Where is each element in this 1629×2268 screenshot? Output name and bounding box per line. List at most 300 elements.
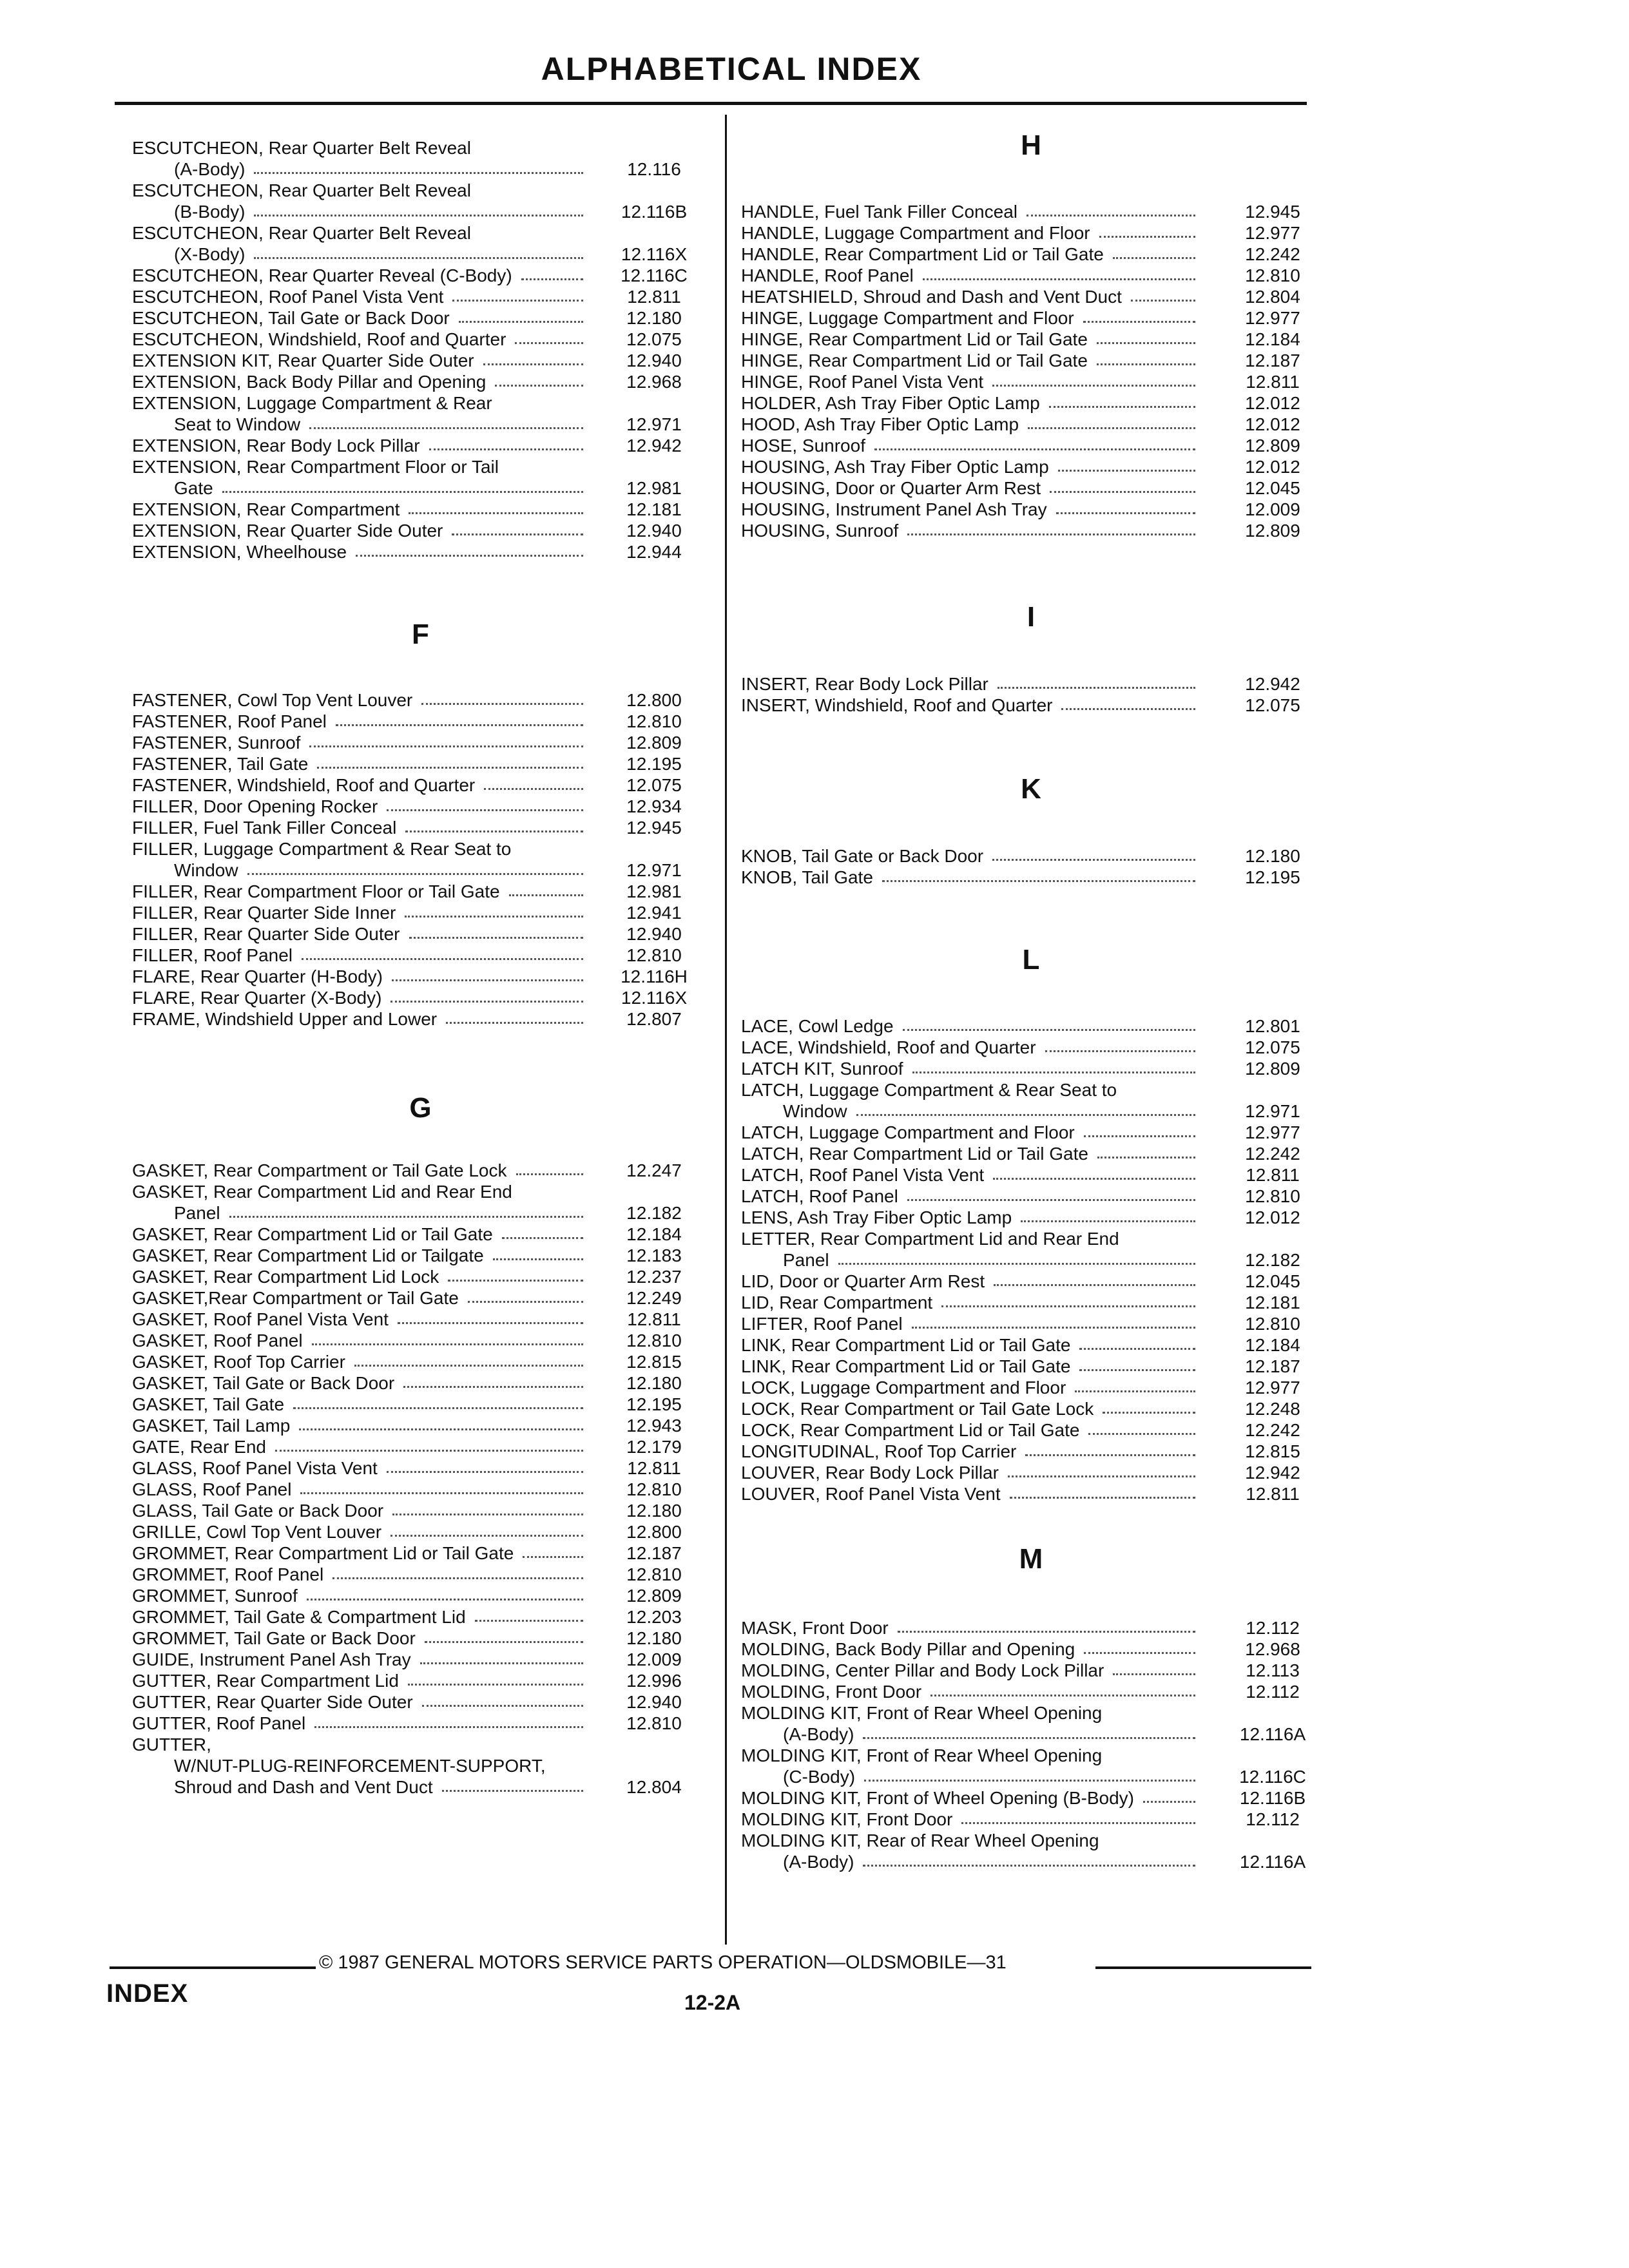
entry-label: HOLDER, Ash Tray Fiber Optic Lamp	[741, 393, 1040, 413]
entry-label: GASKET,Rear Compartment or Tail Gate	[132, 1288, 459, 1308]
entry-label: GASKET, Tail Gate	[132, 1394, 285, 1414]
index-entry-line	[741, 1787, 1321, 1809]
entry-label: INSERT, Rear Body Lock Pillar	[741, 674, 988, 694]
entry-label: HOOD, Ash Tray Fiber Optic Lamp	[741, 414, 1019, 434]
page-number: 12-2A	[684, 1991, 741, 2014]
index-entry-line	[741, 392, 1321, 414]
dot-leader	[429, 448, 583, 450]
dot-leader	[961, 1822, 1195, 1824]
entry-label: LOCK, Luggage Compartment and Floor	[741, 1378, 1066, 1398]
dot-leader	[356, 555, 583, 557]
dot-leader	[398, 1322, 583, 1324]
dot-leader	[1088, 1433, 1195, 1435]
page-reference: 12.944	[626, 542, 682, 562]
dot-leader	[1097, 1157, 1195, 1158]
dot-leader	[1045, 1050, 1195, 1052]
page-reference: 12.181	[626, 499, 682, 519]
dot-leader	[1131, 300, 1195, 302]
dot-leader	[452, 300, 583, 302]
page-reference: 12.184	[626, 1224, 682, 1244]
dot-leader	[874, 448, 1195, 450]
dot-leader	[387, 809, 583, 811]
page-reference: 12.934	[626, 796, 682, 816]
dot-leader	[229, 1216, 583, 1218]
index-entry-line	[132, 1542, 709, 1564]
entry-label: GUTTER, Roof Panel	[132, 1713, 306, 1733]
page-reference: 12.184	[1245, 329, 1300, 349]
index-entry-line	[741, 1660, 1321, 1681]
index-entry-line	[132, 329, 709, 350]
index-entry-line	[132, 860, 709, 881]
dot-leader	[390, 1535, 583, 1537]
index-entry-line	[741, 435, 1321, 456]
dot-leader	[475, 1620, 583, 1622]
entry-label: HOUSING, Instrument Panel Ash Tray	[741, 499, 1047, 519]
dot-leader	[1079, 1348, 1195, 1350]
entry-label-continued: Window	[174, 860, 238, 880]
index-entry-line	[132, 1628, 709, 1649]
index-entry-line	[132, 307, 709, 329]
entry-label: HOUSING, Sunroof	[741, 521, 899, 541]
page-reference: 12.182	[1245, 1250, 1300, 1270]
page-reference: 12.113	[1246, 1660, 1300, 1680]
dot-leader	[907, 1199, 1195, 1201]
index-entry-line	[741, 499, 1321, 520]
title-rule	[115, 102, 1307, 105]
index-entry-line	[741, 673, 1321, 695]
index-entry-line	[132, 1266, 709, 1287]
dot-leader	[1097, 363, 1195, 365]
page-reference: 12.116C	[1239, 1767, 1306, 1787]
entry-label: GROMMET, Sunroof	[132, 1586, 298, 1606]
entry-label: LETTER, Rear Compartment Lid and Rear End	[741, 1229, 1119, 1249]
index-entry-line	[132, 222, 709, 244]
entry-label: HOUSING, Door or Quarter Arm Rest	[741, 478, 1041, 498]
page-reference: 12.116B	[621, 202, 688, 222]
entry-label: MOLDING KIT, Front Door	[741, 1809, 953, 1829]
page-reference: 12.009	[626, 1649, 682, 1669]
entry-label: GASKET, Rear Compartment or Tail Gate Lock	[132, 1160, 507, 1180]
entry-label: GASKET, Rear Compartment Lid or Tail Gate	[132, 1224, 493, 1244]
page-reference: 12.112	[1246, 1682, 1300, 1702]
dot-leader	[1027, 215, 1195, 216]
entry-label: MOLDING KIT, Front of Rear Wheel Opening	[741, 1703, 1103, 1723]
page-reference: 12.811	[627, 287, 681, 307]
index-entry-line	[741, 867, 1321, 888]
page-reference: 12.187	[1245, 351, 1300, 370]
page-reference: 12.116	[627, 159, 681, 179]
index-entry-line	[741, 1851, 1321, 1872]
index-entry-line	[741, 1164, 1321, 1186]
index-entry-line	[741, 1334, 1321, 1356]
dot-leader	[222, 491, 583, 493]
index-entry-line	[132, 881, 709, 902]
entry-label: LONGITUDINAL, Roof Top Carrier	[741, 1441, 1017, 1461]
entry-label: EXTENSION, Rear Body Lock Pillar	[132, 436, 420, 456]
index-entry-line	[132, 1670, 709, 1691]
dot-leader	[523, 1556, 583, 1558]
index-entry-line	[741, 1356, 1321, 1377]
entry-label: FILLER, Rear Quarter Side Outer	[132, 924, 400, 944]
dot-leader	[468, 1301, 583, 1303]
entry-label: ESCUTCHEON, Rear Quarter Reveal (C-Body)	[132, 265, 512, 285]
entry-label-continued: Shroud and Dash and Vent Duct	[174, 1777, 433, 1797]
page-reference: 12.810	[626, 1479, 682, 1499]
index-entry-line	[132, 945, 709, 966]
dot-leader	[941, 1305, 1195, 1307]
index-entry-line	[132, 414, 709, 435]
page-reference: 12.809	[1245, 436, 1300, 456]
index-entry-line	[741, 1483, 1321, 1504]
dot-leader	[420, 1662, 583, 1664]
entry-label: MASK, Front Door	[741, 1618, 889, 1638]
entry-label: GASKET, Roof Top Carrier	[132, 1352, 345, 1372]
page-reference: 12.977	[1245, 223, 1300, 243]
entry-label: LIFTER, Roof Panel	[741, 1314, 903, 1334]
entry-label: FASTENER, Windshield, Roof and Quarter	[132, 775, 476, 795]
dot-leader	[409, 512, 583, 514]
entry-label: MOLDING KIT, Front of Rear Wheel Opening	[741, 1745, 1103, 1765]
index-entry-line	[741, 1186, 1321, 1207]
index-entry-line	[741, 1313, 1321, 1334]
dot-leader	[864, 1780, 1195, 1782]
index-entry-line	[741, 371, 1321, 392]
index-entry-line	[132, 1224, 709, 1245]
index-entry-line	[741, 201, 1321, 222]
page-reference: 12.811	[627, 1458, 681, 1478]
entry-label-continued: (X-Body)	[174, 244, 246, 264]
page-reference: 12.811	[1246, 372, 1300, 392]
page-reference: 12.977	[1245, 308, 1300, 328]
page-reference: 12.940	[626, 521, 682, 541]
dot-leader	[314, 1726, 583, 1728]
index-entry-line	[132, 1330, 709, 1351]
index-entry-line	[741, 456, 1321, 477]
index-entry-line	[132, 180, 709, 201]
page-reference: 12.045	[1245, 478, 1300, 498]
index-entry-line	[132, 1500, 709, 1521]
index-entry-line	[132, 1436, 709, 1457]
page-reference: 12.012	[1245, 1207, 1300, 1227]
index-entry-line	[132, 541, 709, 562]
index-entry-line	[741, 1462, 1321, 1483]
page-reference: 12.810	[626, 1564, 682, 1584]
dot-leader	[863, 1737, 1195, 1739]
entry-label: GROMMET, Rear Compartment Lid or Tail Gate	[132, 1543, 514, 1563]
section-m	[741, 1617, 1321, 1872]
page-reference: 12.811	[627, 1309, 681, 1329]
page-reference: 12.187	[626, 1543, 682, 1563]
entry-label: ESCUTCHEON, Roof Panel Vista Vent	[132, 287, 444, 307]
page-reference: 12.809	[626, 733, 682, 753]
dot-leader	[459, 321, 583, 323]
index-entry-line	[132, 1649, 709, 1670]
entry-label: FASTENER, Sunroof	[132, 733, 301, 753]
index-entry-line	[132, 1309, 709, 1330]
index-entry-line	[132, 838, 709, 860]
dot-leader	[254, 172, 583, 174]
entry-label: GLASS, Roof Panel	[132, 1479, 292, 1499]
entry-label: HANDLE, Fuel Tank Filler Conceal	[741, 202, 1017, 222]
index-entry-line	[132, 774, 709, 796]
page-reference: 12.996	[626, 1671, 682, 1691]
entry-label: LACE, Windshield, Roof and Quarter	[741, 1037, 1036, 1057]
entry-label: HINGE, Roof Panel Vista Vent	[741, 372, 984, 392]
entry-label: INSERT, Windshield, Roof and Quarter	[741, 695, 1053, 715]
dot-leader	[998, 687, 1195, 689]
dot-leader	[1113, 1673, 1195, 1675]
entry-label: HANDLE, Rear Compartment Lid or Tail Gate	[741, 244, 1104, 264]
index-entry-line	[132, 244, 709, 265]
page-reference: 12.045	[1245, 1271, 1300, 1291]
entry-label: FASTENER, Roof Panel	[132, 711, 327, 731]
index-entry-line	[741, 1617, 1321, 1639]
dot-leader	[1049, 406, 1195, 408]
dot-leader	[863, 1865, 1195, 1867]
page-reference: 12.247	[626, 1160, 682, 1180]
dot-leader	[1008, 1475, 1195, 1477]
page-reference: 12.248	[1245, 1399, 1300, 1419]
dot-leader	[254, 257, 583, 259]
dot-leader	[299, 1428, 583, 1430]
page-reference: 12.815	[1245, 1441, 1300, 1461]
index-entry-line	[741, 1681, 1321, 1702]
entry-label: ESCUTCHEON, Rear Quarter Belt Reveal	[132, 223, 471, 243]
entry-label-continued: Panel	[174, 1203, 220, 1223]
dot-leader	[403, 1386, 583, 1388]
entry-label: MOLDING, Back Body Pillar and Opening	[741, 1639, 1075, 1659]
dot-leader	[1061, 708, 1195, 710]
dot-leader	[1075, 1390, 1195, 1392]
index-entry-line	[132, 1564, 709, 1585]
page-reference: 12.180	[1245, 846, 1300, 866]
page-reference: 12.811	[1246, 1165, 1300, 1185]
dot-leader	[1083, 321, 1195, 323]
section-i	[741, 673, 1321, 716]
dot-leader	[495, 385, 583, 387]
dot-leader	[1056, 512, 1195, 514]
index-entry-line	[741, 1058, 1321, 1079]
dot-leader	[516, 1173, 583, 1175]
dot-leader	[1103, 1412, 1195, 1414]
page-reference: 12.249	[626, 1288, 682, 1308]
entry-label: LATCH, Luggage Compartment & Rear Seat to	[741, 1080, 1117, 1100]
entry-label: LINK, Rear Compartment Lid or Tail Gate	[741, 1335, 1071, 1355]
dot-leader	[1099, 236, 1195, 238]
page-reference: 12.968	[626, 372, 682, 392]
index-entry-line	[741, 1228, 1321, 1249]
dot-leader	[509, 894, 583, 896]
entry-label-continued: (A-Body)	[783, 1724, 854, 1744]
dot-leader	[309, 427, 583, 429]
index-entry-line	[132, 520, 709, 541]
dot-leader	[302, 958, 583, 960]
index-entry-line	[741, 350, 1321, 371]
page-reference: 12.942	[626, 436, 682, 456]
entry-label: HOSE, Sunroof	[741, 436, 865, 456]
index-entry-line	[741, 477, 1321, 499]
page-reference: 12.242	[1245, 244, 1300, 264]
section-g	[132, 1160, 709, 1798]
index-entry-line	[741, 307, 1321, 329]
index-entry-line	[741, 1745, 1321, 1766]
dot-leader	[907, 533, 1195, 535]
dot-leader	[483, 363, 583, 365]
entry-label: HOUSING, Ash Tray Fiber Optic Lamp	[741, 457, 1049, 477]
page-reference: 12.182	[626, 1203, 682, 1223]
section-letter-l: L	[1022, 944, 1040, 975]
page-reference: 12.116A	[1239, 1724, 1306, 1744]
dot-leader	[1113, 257, 1195, 259]
page-reference: 12.945	[1245, 202, 1300, 222]
index-entry-line	[741, 222, 1321, 244]
dot-leader	[502, 1237, 583, 1239]
entry-label: LOCK, Rear Compartment Lid or Tail Gate	[741, 1420, 1080, 1440]
index-entry-line	[132, 201, 709, 222]
page-reference: 12.180	[626, 308, 682, 328]
entry-label: GRILLE, Cowl Top Vent Louver	[132, 1522, 382, 1542]
dot-leader	[912, 1072, 1195, 1073]
entry-label: GASKET, Rear Compartment Lid and Rear End	[132, 1182, 512, 1202]
page-reference: 12.116X	[621, 244, 688, 264]
dot-leader	[307, 1599, 583, 1600]
dot-leader	[405, 831, 583, 832]
dot-leader	[1097, 342, 1195, 344]
entry-label: KNOB, Tail Gate or Back Door	[741, 846, 984, 866]
index-entry-line	[741, 520, 1321, 541]
entry-label: HINGE, Rear Compartment Lid or Tail Gate	[741, 329, 1088, 349]
entry-label: EXTENSION, Rear Quarter Side Outer	[132, 521, 443, 541]
dot-leader	[446, 1022, 583, 1024]
page-reference: 12.075	[1245, 1037, 1300, 1057]
dot-leader	[856, 1114, 1195, 1116]
index-entry-line	[741, 1441, 1321, 1462]
entry-label-continued: (A-Body)	[783, 1852, 854, 1872]
dot-leader	[903, 1029, 1195, 1031]
entry-label: LINK, Rear Compartment Lid or Tail Gate	[741, 1356, 1071, 1376]
dot-leader	[912, 1327, 1195, 1329]
entry-label-continued: (C-Body)	[783, 1767, 856, 1787]
dot-leader	[1143, 1801, 1195, 1803]
page-reference: 12.940	[626, 1692, 682, 1712]
dot-leader	[247, 873, 583, 875]
dot-leader	[1025, 1454, 1195, 1456]
entry-label: GROMMET, Roof Panel	[132, 1564, 324, 1584]
entry-label: FRAME, Windshield Upper and Lower	[132, 1009, 438, 1029]
entry-label-continued: W/NUT-PLUG-REINFORCEMENT-SUPPORT,	[174, 1756, 546, 1776]
index-entry-line	[132, 732, 709, 753]
dot-leader	[293, 1407, 583, 1409]
index-entry-line	[741, 1419, 1321, 1441]
page-reference: 12.981	[626, 478, 682, 498]
index-entry-line	[741, 1398, 1321, 1419]
entry-label: LACE, Cowl Ledge	[741, 1016, 894, 1036]
entry-label: LATCH KIT, Sunroof	[741, 1059, 903, 1079]
entry-label: GASKET, Roof Panel	[132, 1331, 303, 1350]
index-entry-line	[132, 1245, 709, 1266]
dot-leader	[254, 215, 583, 216]
dot-leader	[993, 1178, 1195, 1180]
page-reference: 12.112	[1246, 1809, 1300, 1829]
entry-label: EXTENSION, Rear Compartment Floor or Tail	[132, 457, 499, 477]
entry-label: GASKET, Tail Gate or Back Door	[132, 1373, 395, 1393]
index-entry-line	[741, 1100, 1321, 1122]
dot-leader	[1021, 1220, 1195, 1222]
entry-label: LATCH, Luggage Compartment and Floor	[741, 1122, 1075, 1142]
page-reference: 12.112	[1246, 1618, 1300, 1638]
dot-leader	[448, 1280, 583, 1282]
page-reference: 12.971	[1245, 1101, 1300, 1121]
entry-label: FLARE, Rear Quarter (X-Body)	[132, 988, 382, 1008]
index-entry-line	[741, 1249, 1321, 1271]
dot-leader	[882, 880, 1195, 882]
entry-label: EXTENSION, Rear Compartment	[132, 499, 400, 519]
page-reference: 12.810	[1245, 265, 1300, 285]
page-reference: 12.942	[1245, 674, 1300, 694]
dot-leader	[409, 937, 583, 939]
entry-label: EXTENSION KIT, Rear Quarter Side Outer	[132, 351, 474, 370]
index-entry-line	[741, 1724, 1321, 1745]
dot-leader	[333, 1577, 583, 1579]
entry-label: FILLER, Roof Panel	[132, 945, 293, 965]
footer-rule-left	[110, 1966, 316, 1969]
dot-leader	[392, 1514, 583, 1515]
page-reference: 12.941	[626, 903, 682, 923]
index-entry-line	[132, 1394, 709, 1415]
entry-label: MOLDING, Front Door	[741, 1682, 922, 1702]
page-reference: 12.810	[626, 1331, 682, 1350]
page-reference: 12.800	[626, 1522, 682, 1542]
index-entry-line	[132, 817, 709, 838]
index-entry-line	[741, 1809, 1321, 1830]
section-l	[741, 1015, 1321, 1504]
section-letter-h: H	[1021, 130, 1041, 161]
index-entry-line	[741, 1377, 1321, 1398]
page-reference: 12.804	[626, 1777, 682, 1797]
entry-label: FASTENER, Cowl Top Vent Louver	[132, 690, 413, 710]
entry-label: GLASS, Roof Panel Vista Vent	[132, 1458, 378, 1478]
dot-leader	[390, 1001, 583, 1003]
entry-label: HANDLE, Luggage Compartment and Floor	[741, 223, 1090, 243]
page-reference: 12.180	[626, 1373, 682, 1393]
section-h	[741, 201, 1321, 541]
page-reference: 12.075	[626, 329, 682, 349]
index-entry-line	[132, 1415, 709, 1436]
entry-label: LOCK, Rear Compartment or Tail Gate Lock	[741, 1399, 1094, 1419]
page-reference: 12.810	[626, 945, 682, 965]
page-reference: 12.981	[626, 881, 682, 901]
entry-label: LATCH, Rear Compartment Lid or Tail Gate	[741, 1144, 1088, 1164]
page-reference: 12.815	[626, 1352, 682, 1372]
index-entry-line	[741, 1830, 1321, 1851]
entry-label: HEATSHIELD, Shroud and Dash and Vent Duct	[741, 287, 1122, 307]
page-reference: 12.116X	[621, 988, 688, 1008]
index-entry-line	[132, 1457, 709, 1479]
entry-label: FILLER, Luggage Compartment & Rear Seat to	[132, 839, 512, 859]
entry-label: EXTENSION, Luggage Compartment & Rear	[132, 393, 492, 413]
index-entry-line	[741, 244, 1321, 265]
footer-rule-right	[1095, 1966, 1311, 1969]
index-entry-line	[132, 1521, 709, 1542]
page-reference: 12.971	[626, 860, 682, 880]
entry-label-continued: Seat to Window	[174, 414, 301, 434]
dot-leader	[898, 1631, 1195, 1633]
page-reference: 12.180	[626, 1628, 682, 1648]
dot-leader	[336, 724, 583, 726]
page-reference: 12.940	[626, 924, 682, 944]
page-reference: 12.242	[1245, 1420, 1300, 1440]
index-entry-line	[132, 1160, 709, 1181]
